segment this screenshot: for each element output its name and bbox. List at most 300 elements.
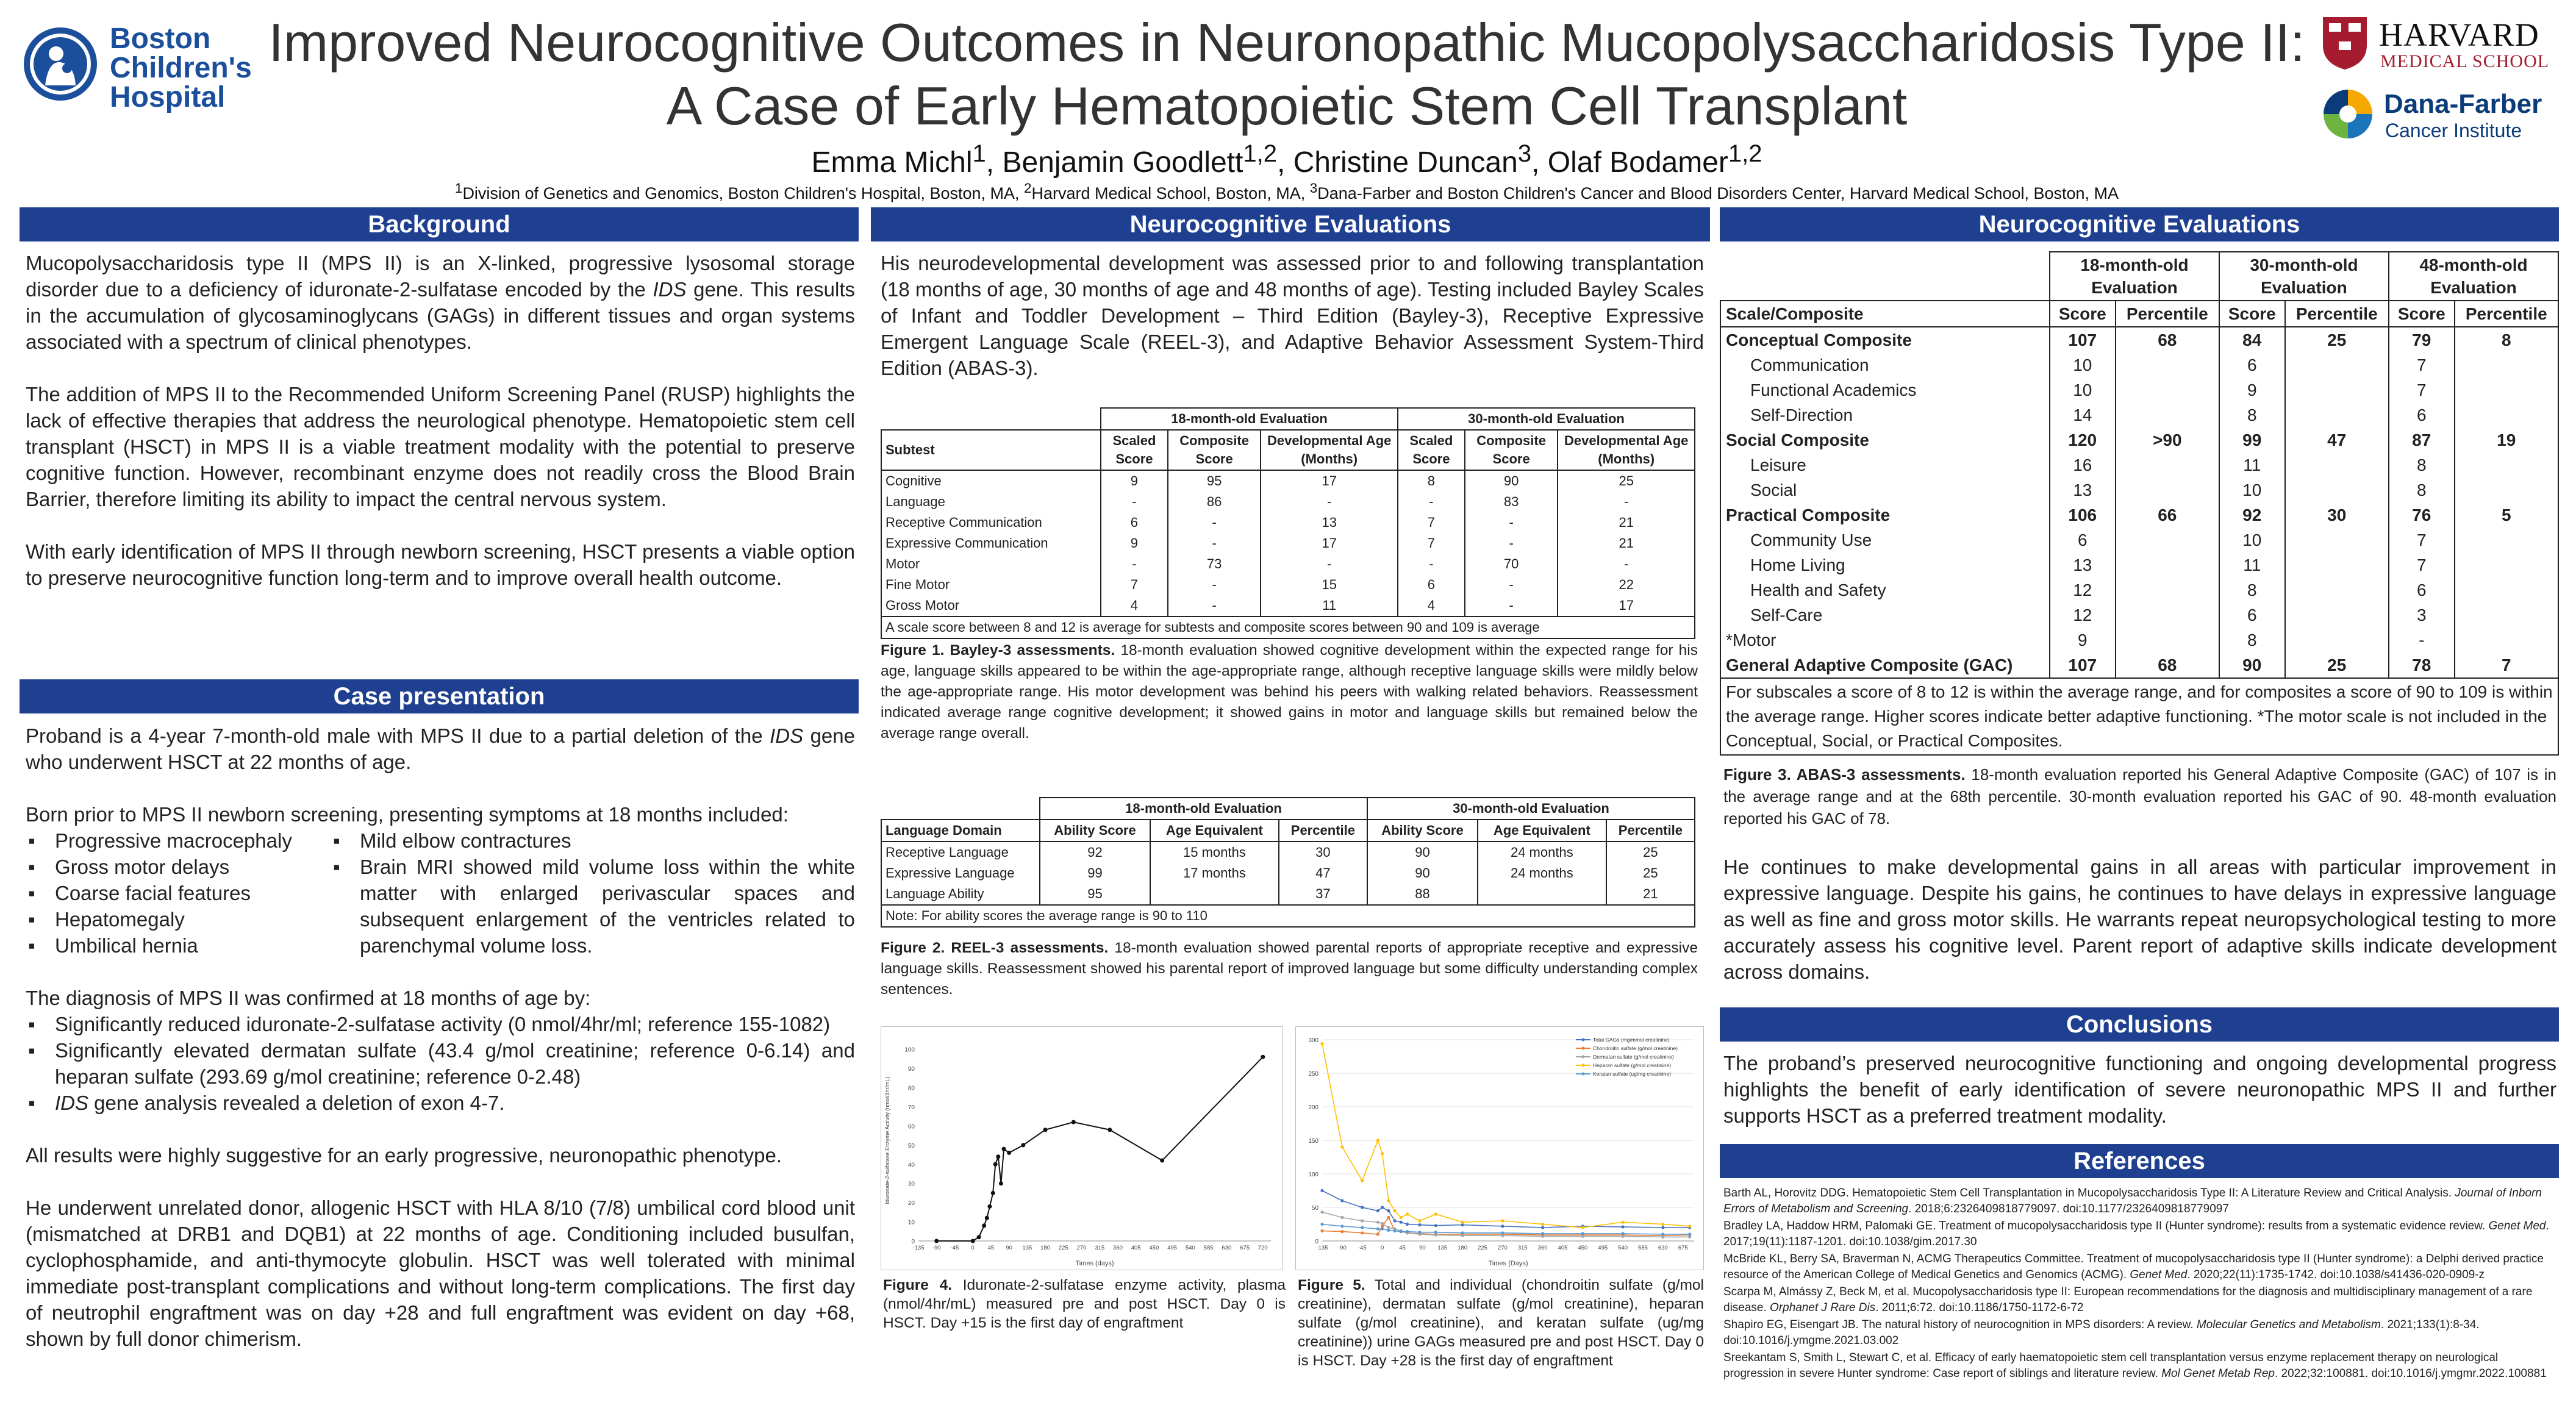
x-tick-label: 360	[1113, 1245, 1123, 1251]
data-point	[1501, 1231, 1504, 1234]
data-point	[1007, 1151, 1011, 1155]
data-point	[1320, 1042, 1323, 1045]
table-cell: 107	[2050, 652, 2116, 678]
background-p3: With early identification of MPS II through newborn screening, HSCT presents a viable option to preserve neurocognitive function long-term and to improve overall health outcome.	[26, 540, 855, 589]
table-cell: 8	[2219, 577, 2285, 602]
chart-frame	[881, 1027, 1283, 1270]
table-cell	[2455, 627, 2558, 652]
data-point	[1541, 1226, 1544, 1229]
data-point	[1361, 1206, 1364, 1209]
bch-logo-line2: Children's	[110, 52, 252, 84]
legend-label: Heparan sulfate (g/mol creatinine)	[1593, 1062, 1672, 1068]
data-point	[1376, 1232, 1379, 1235]
table-cell: 24 months	[1478, 842, 1606, 863]
data-point	[1021, 1143, 1025, 1147]
data-point	[1418, 1231, 1421, 1234]
table-cell: Practical Composite	[1720, 502, 2050, 527]
table-cell: 6	[1398, 574, 1465, 595]
table-cell	[1150, 884, 1279, 905]
bayley-group-1: 18-month-old Evaluation	[1101, 408, 1398, 430]
abas-body	[1720, 327, 2558, 678]
legend-marker	[1582, 1047, 1585, 1050]
x-tick-label: -135	[1316, 1245, 1328, 1251]
table-cell: 9	[1101, 533, 1168, 554]
list-item: ▪ IDS gene analysis revealed a deletion of exon 4-7.	[26, 1090, 855, 1116]
bayley-note: A scale score between 8 and 12 is average for subtests and composite scores between 90 and 109 is average	[881, 617, 1695, 638]
table-row	[881, 595, 1695, 617]
table-row	[1720, 652, 2558, 678]
table-cell	[2285, 477, 2389, 502]
abas-col-header: Scale/Composite	[1720, 301, 2050, 327]
table-cell: Cognitive	[881, 470, 1101, 492]
x-tick-label: 270	[1076, 1245, 1087, 1251]
table-cell: Conceptual Composite	[1720, 327, 2050, 352]
table-cell: 12	[2050, 602, 2116, 627]
table-cell: 68	[2116, 652, 2219, 678]
data-point	[1340, 1216, 1343, 1219]
x-tick-label: 225	[1478, 1245, 1487, 1251]
symptom-list-right	[331, 828, 855, 959]
data-point	[1261, 1055, 1265, 1059]
table-cell: 90	[2219, 652, 2285, 678]
data-point	[1501, 1219, 1504, 1222]
bch-logo-line1: Boston	[110, 23, 211, 55]
data-point	[1387, 1209, 1390, 1212]
conclusions-heading: Conclusions	[1720, 1007, 2559, 1042]
table-cell: 70	[1465, 554, 1558, 574]
x-tick-label: 630	[1222, 1245, 1232, 1251]
case-p2: Born prior to MPS II newborn screening, presenting symptoms at 18 months included:	[26, 803, 789, 826]
harvard-logo-sub: MEDICAL SCHOOL	[2380, 51, 2550, 71]
table-cell	[2285, 552, 2389, 577]
abas-table	[1720, 251, 2559, 756]
x-tick-label: 585	[1638, 1245, 1648, 1251]
affiliations: $^1$Division of Genetics and Genomics, Boston Children's Hospital, Boston, MA, $^2$Harvard Medical School, Boston, MA, $^3$Dana-Farber and Boston Children's Cancer and Blood Disorders Center, Harvard Medical School, Boston, MA	[454, 181, 2119, 202]
y-tick-label: 70	[907, 1104, 915, 1111]
table-cell: 8	[2389, 452, 2455, 477]
table-cell: 13	[1261, 512, 1398, 533]
table-cell: 15	[1261, 574, 1398, 595]
table-cell: Self-Care	[1720, 602, 2050, 627]
y-tick-label: 10	[907, 1219, 915, 1226]
x-tick-label: 225	[1058, 1245, 1068, 1251]
table-cell: Community Use	[1720, 527, 2050, 552]
bch-logo	[18, 18, 274, 122]
data-point	[1622, 1221, 1625, 1224]
table-cell: 17	[1558, 595, 1695, 617]
dfci-logo-name: Dana-Farber	[2384, 89, 2542, 119]
abas-col-header: Percentile	[2116, 301, 2219, 327]
data-point	[1501, 1224, 1504, 1228]
table-cell: 79	[2389, 327, 2455, 352]
data-point	[1387, 1199, 1390, 1202]
table-cell: 16	[2050, 452, 2116, 477]
data-point	[1400, 1216, 1403, 1219]
abas-col-header: Score	[2219, 301, 2285, 327]
table-cell: -	[1101, 492, 1168, 512]
legend-label: Chondroitin sulfate (g/mol creatinine)	[1593, 1045, 1678, 1051]
table-row	[1720, 327, 2558, 352]
table-cell: 8	[1398, 470, 1465, 492]
table-cell: -	[1101, 554, 1168, 574]
table-cell: 17 months	[1150, 863, 1279, 884]
table-cell: -	[1168, 533, 1261, 554]
y-tick-label: 20	[907, 1200, 915, 1207]
abas-col-header: Score	[2389, 301, 2455, 327]
x-tick-label: 45	[1399, 1245, 1406, 1251]
x-tick-label: 720	[1258, 1245, 1268, 1251]
table-cell	[2285, 452, 2389, 477]
table-cell: 8	[2455, 327, 2558, 352]
data-point	[1340, 1224, 1343, 1228]
bayley-table-wrap	[881, 407, 1695, 639]
reference-item: Bradley LA, Haddow HRM, Palomaki GE. Treatment of mucopolysaccharidosis type II (Hunter syndrome): results from a systematic evidence review. Genet Med. 2017;19(11):1187-1201. doi:10.1038/gim.2017.30	[1723, 1220, 2549, 1248]
x-tick-label: -90	[1338, 1245, 1347, 1251]
table-cell: -	[1398, 554, 1465, 574]
table-cell: 25	[2285, 327, 2389, 352]
y-tick-label: 50	[1311, 1205, 1318, 1212]
table-cell: 25	[2285, 652, 2389, 678]
table-cell: Leisure	[1720, 452, 2050, 477]
data-point	[1340, 1230, 1343, 1233]
y-tick-label: 30	[907, 1181, 915, 1188]
author-2: Benjamin Goodlett$^{1,2}$	[1002, 140, 1277, 179]
table-cell: 10	[2050, 377, 2116, 402]
data-point	[1320, 1210, 1323, 1214]
symptom-list-left	[26, 828, 318, 959]
table-cell: 90	[1465, 470, 1558, 492]
reel-body	[881, 842, 1695, 905]
table-cell: -	[1558, 492, 1695, 512]
table-cell: Social Composite	[1720, 427, 2050, 452]
table-cell: 6	[2219, 602, 2285, 627]
abas-note: For subscales a score of 8 to 12 is within the average range, and for composites a score of 90 to 109 is within the average range. Higher scores indicate better adaptive functioning. *The motor scale is not included in the Conceptual, Social, or Practical Composites.	[1720, 678, 2558, 755]
bayley-col-header: Composite Score	[1465, 430, 1558, 470]
table-cell	[2455, 477, 2558, 502]
legend-label: Keratan sulfate (ug/mg creatinine)	[1593, 1071, 1672, 1077]
symptom-lists	[26, 828, 855, 959]
data-point	[1541, 1223, 1544, 1226]
data-point	[1376, 1209, 1379, 1212]
table-cell: >90	[2116, 427, 2219, 452]
table-cell: -	[1465, 595, 1558, 617]
legend-marker	[1582, 1064, 1585, 1067]
data-point	[1381, 1206, 1384, 1209]
harvard-logo-name: HARVARD	[2379, 16, 2539, 53]
table-cell	[2455, 602, 2558, 627]
harvard-shield-icon	[2320, 15, 2369, 71]
x-tick-label: 0	[971, 1245, 975, 1251]
reel-col-header: Percentile	[1606, 820, 1695, 842]
table-row	[1720, 577, 2558, 602]
bayley-col-header: Composite Score	[1168, 430, 1261, 470]
table-cell: 10	[2050, 352, 2116, 377]
table-cell: -	[2389, 627, 2455, 652]
bayley-col-header: Developmental Age (Months)	[1558, 430, 1695, 470]
data-point	[1622, 1232, 1625, 1235]
data-point	[1387, 1229, 1390, 1232]
table-cell	[1478, 884, 1606, 905]
data-point	[993, 1162, 998, 1167]
x-tick-label: 540	[1185, 1245, 1195, 1251]
y-tick-label: 90	[907, 1066, 915, 1073]
data-point	[1581, 1226, 1584, 1229]
data-point	[987, 1204, 992, 1209]
table-cell: 11	[1261, 595, 1398, 617]
abas-col-header: Percentile	[2455, 301, 2558, 327]
data-point	[1418, 1219, 1421, 1222]
table-row	[881, 863, 1695, 884]
data-point	[1361, 1226, 1364, 1229]
table-row	[881, 884, 1695, 905]
data-point	[1406, 1212, 1409, 1215]
reference-item: Scarpa M, Almássy Z, Beck M, et al. Mucopolysaccharidosis type II: European recommendations for the diagnosis and multidisciplinary management of a rare disease. Orphanet J Rare Dis. 2011;6:72. doi:10.1186/1750-1172-6-72	[1723, 1285, 2533, 1314]
table-cell	[2285, 627, 2389, 652]
table-cell	[2116, 452, 2219, 477]
data-point	[1541, 1232, 1544, 1235]
x-tick-label: 0	[1380, 1245, 1384, 1251]
x-tick-label: 135	[1437, 1245, 1448, 1251]
table-cell: 21	[1606, 884, 1695, 905]
table-row	[1720, 377, 2558, 402]
table-cell	[2285, 602, 2389, 627]
figure-1-caption: Figure 1. Bayley-3 assessments. 18-month evaluation showed cognitive development within the expected range for his age, language skills appeared to be within the age-appropriate range, although receptive language skills were mildly below the age-appropriate range. His motor development was behind his peers with walking related behaviors. Reassessment indicated average range cognitive development; it showed gains in motor and language skills but remained below the average range overall.	[881, 642, 1698, 742]
table-cell: Receptive Communication	[881, 512, 1101, 533]
table-cell	[2116, 577, 2219, 602]
table-cell: 76	[2389, 502, 2455, 527]
data-point	[1434, 1212, 1437, 1215]
data-point	[1376, 1228, 1379, 1231]
table-cell	[2455, 552, 2558, 577]
data-point	[1381, 1228, 1384, 1231]
table-row	[881, 470, 1695, 492]
table-row	[881, 574, 1695, 595]
table-cell: 17	[1261, 533, 1398, 554]
table-cell: 8	[2219, 627, 2285, 652]
table-cell: 99	[2219, 427, 2285, 452]
x-axis-label: Times (days)	[1075, 1260, 1114, 1267]
table-cell: 19	[2455, 427, 2558, 452]
table-cell: 107	[2050, 327, 2116, 352]
legend-label: Dermatan sulfate (g/mol creatinine)	[1593, 1054, 1674, 1060]
data-point	[971, 1239, 975, 1243]
neuro-heading-1: Neurocognitive Evaluations	[871, 207, 1710, 241]
x-tick-label: 540	[1618, 1245, 1628, 1251]
table-row	[1720, 502, 2558, 527]
data-point	[1622, 1225, 1625, 1228]
table-cell: 37	[1279, 884, 1367, 905]
data-point	[1400, 1230, 1403, 1233]
table-cell	[2455, 377, 2558, 402]
references-list	[1723, 1185, 2556, 1383]
table-cell: 7	[2389, 527, 2455, 552]
table-cell: *Motor	[1720, 627, 2050, 652]
data-point	[1361, 1219, 1364, 1222]
table-cell: 7	[1398, 533, 1465, 554]
list-item: ▪ Progressive macrocephaly	[26, 828, 318, 854]
table-cell: 11	[2219, 452, 2285, 477]
reel-group-1: 18-month-old Evaluation	[1040, 798, 1367, 820]
data-point	[1661, 1232, 1664, 1235]
table-cell	[2285, 352, 2389, 377]
table-cell: 95	[1168, 470, 1261, 492]
reel-table-wrap	[881, 797, 1695, 928]
legend-label: Total GAGs (mg/mmol creatinine)	[1593, 1037, 1670, 1043]
bayley-body	[881, 470, 1695, 617]
table-cell: 21	[1558, 512, 1695, 533]
table-cell: 6	[2389, 577, 2455, 602]
table-cell: 99	[1040, 863, 1150, 884]
list-item: ▪ Significantly reduced iduronate-2-sulfatase activity (0 nmol/4hr/ml; reference 155-1082)	[26, 1011, 855, 1037]
legend-marker	[1582, 1056, 1585, 1059]
table-row	[881, 842, 1695, 863]
case-section	[26, 723, 855, 1352]
data-point	[1107, 1128, 1112, 1132]
x-tick-label: 360	[1537, 1245, 1548, 1251]
reference-item: McBride KL, Berry SA, Braverman N, ACMG Therapeutics Committee. Treatment of mucopolysaccharidosis type II (Hunter syndrome): a Delphi derived practice resource of the American College of Medical Genetics and Genomics (ACMG). Genet Med. 2020;22(11):1735-1742. doi:10.1038/s41436-020-0909-z	[1723, 1253, 2544, 1281]
x-tick-label: 45	[987, 1245, 995, 1251]
table-cell: -	[1261, 492, 1398, 512]
authors: Emma Michl$^1$, Benjamin Goodlett$^{1,2}$, Christine Duncan$^3$, Olaf Bodamer$^{1,2}$	[811, 140, 1762, 179]
figure-2-caption: Figure 2. REEL-3 assessments. 18-month evaluation showed parental reports of appropriate receptive and expressive language skills. Reassessment showed his parental report of improved language but some difficulty understanding complex sentences.	[881, 940, 1698, 998]
x-tick-label: 90	[1419, 1245, 1426, 1251]
data-point	[1320, 1229, 1323, 1232]
table-cell	[2455, 452, 2558, 477]
table-cell: 30	[2285, 502, 2389, 527]
dfci-logo	[2320, 85, 2564, 146]
x-tick-label: 405	[1558, 1245, 1568, 1251]
data-point	[1160, 1159, 1164, 1163]
table-cell: 90	[1367, 842, 1478, 863]
background-section	[26, 250, 855, 591]
data-point	[996, 1154, 1000, 1159]
table-row	[881, 512, 1695, 533]
data-point	[1434, 1224, 1437, 1227]
y-tick-label: 0	[911, 1239, 915, 1245]
table-cell: 7	[1398, 512, 1465, 533]
table-cell	[2455, 527, 2558, 552]
data-point	[977, 1235, 981, 1239]
bayley-table	[881, 407, 1695, 639]
table-cell: 25	[1558, 470, 1695, 492]
table-cell	[2116, 477, 2219, 502]
poster-title	[268, 11, 2305, 138]
data-point	[982, 1223, 986, 1228]
data-point	[1381, 1152, 1384, 1155]
x-tick-label: -45	[950, 1245, 959, 1251]
list-item: ▪ Hepatomegaly	[26, 906, 318, 932]
reel-col-header: Language Domain	[881, 820, 1040, 842]
bayley-col-header: Scaled Score	[1101, 430, 1168, 470]
table-cell	[2116, 352, 2219, 377]
table-cell: 78	[2389, 652, 2455, 678]
data-point	[1661, 1226, 1664, 1229]
abas-col-header: Score	[2050, 301, 2116, 327]
table-cell: -	[1398, 492, 1465, 512]
y-tick-label: 250	[1308, 1071, 1318, 1078]
table-cell: 24 months	[1478, 863, 1606, 884]
table-cell: 83	[1465, 492, 1558, 512]
dfci-logo-sub: Cancer Institute	[2385, 120, 2522, 141]
x-tick-label: 180	[1040, 1245, 1051, 1251]
list-item: ▪ Brain MRI showed mild volume loss within the white matter with enlarged perivascular spaces and subsequent enlargement of the ventricles related to parenchymal volume loss.	[331, 854, 855, 959]
background-p2: The addition of MPS II to the Recommended Uniform Screening Panel (RUSP) highlights the lack of effective therapies that address the neurological phenotype. Hematopoietic stem cell transplant (HSCT) in MPS II is a viable treatment modality with the potential to preserve cognitive function. However, recombinant enzyme does not readily cross the Blood Brain Barrier, therefore limiting its ability to impact the central nervous system.	[26, 383, 855, 510]
table-row	[1720, 527, 2558, 552]
table-cell: 7	[2389, 377, 2455, 402]
x-tick-label: 90	[1006, 1245, 1012, 1251]
abas-col-header: Percentile	[2285, 301, 2389, 327]
data-point	[1688, 1232, 1691, 1235]
x-tick-label: -90	[932, 1245, 941, 1251]
data-point	[1002, 1147, 1006, 1151]
x-axis-label: Times (Days)	[1488, 1260, 1528, 1267]
table-cell	[2116, 552, 2219, 577]
table-cell: 14	[2050, 402, 2116, 427]
table-cell	[2116, 527, 2219, 552]
figure-3-caption: Figure 3. ABAS-3 assessments. 18-month evaluation reported his General Adaptive Composite (GAC) of 107 is in the average range and at the 68th percentile. 30-month evaluation reported his GAC of 90. 48-month evaluation reported his GAC of 78.	[1723, 765, 2556, 828]
x-tick-label: -45	[1358, 1245, 1367, 1251]
table-row	[1720, 602, 2558, 627]
table-cell: 3	[2389, 602, 2455, 627]
data-point	[1461, 1231, 1464, 1234]
author-3: Christine Duncan$^3$	[1293, 140, 1532, 179]
table-cell: 9	[2050, 627, 2116, 652]
x-tick-label: 315	[1517, 1245, 1528, 1251]
table-cell: Health and Safety	[1720, 577, 2050, 602]
table-cell: -	[1558, 554, 1695, 574]
reel-note: Note: For ability scores the average range is 90 to 110	[881, 905, 1695, 927]
x-tick-label: 180	[1458, 1245, 1468, 1251]
x-tick-label: 450	[1578, 1245, 1588, 1251]
table-cell: 8	[2219, 402, 2285, 427]
background-p1: Mucopolysaccharidosis type II (MPS II) is an X-linked, progressive lysosomal storage disorder due to a deficiency of iduronate-2-sulfatase encoded by the IDS gene. This results in the accumulation of glycosaminoglycans (GAGs) in different tissues and organ systems associated with a spectrum of clinical phenotypes.	[26, 252, 855, 353]
y-tick-label: 200	[1308, 1104, 1318, 1111]
x-tick-label: 630	[1658, 1245, 1668, 1251]
case-heading: Case presentation	[20, 679, 859, 713]
table-cell	[2116, 377, 2219, 402]
legend-marker	[1582, 1073, 1585, 1076]
table-cell: 106	[2050, 502, 2116, 527]
x-tick-label: 135	[1022, 1245, 1032, 1251]
table-cell	[2455, 402, 2558, 427]
data-point	[991, 1191, 995, 1195]
data-point	[1320, 1223, 1323, 1226]
table-row	[881, 554, 1695, 574]
table-cell: -	[1168, 595, 1261, 617]
table-cell	[2455, 577, 2558, 602]
dfci-mark-icon	[2320, 87, 2375, 141]
neuro-summary: He continues to make developmental gains in all areas with particular improvement in expressive language. Despite his gains, he continues to have delays in expressive language as well as fine and gross motor skills. He warrants repeat neuropsychological testing to more accurately assess his cognitive level. Parent report of adaptive skills indicate development across domains.	[1723, 856, 2556, 983]
x-tick-label: -135	[912, 1245, 925, 1251]
reel-col-header: Percentile	[1279, 820, 1367, 842]
table-cell: 120	[2050, 427, 2116, 452]
y-tick-label: 40	[907, 1162, 915, 1169]
x-tick-label: 495	[1167, 1245, 1178, 1251]
data-point	[1072, 1120, 1076, 1124]
figure-4-caption: Figure 4. Iduronate-2-sulfatase enzyme activity, plasma (nmol/4hr/mL) measured pre and post HSCT. Day 0 is HSCT. Day +15 is the first day of engraftment	[883, 1277, 1286, 1331]
table-cell: 7	[2389, 352, 2455, 377]
table-row	[881, 492, 1695, 512]
data-point	[1381, 1222, 1384, 1225]
neuro-heading-2: Neurocognitive Evaluations	[1720, 207, 2559, 241]
abas-group-3: 48-month-old Evaluation	[2389, 252, 2558, 301]
reference-item: Barth AL, Horovitz DDG. Hematopoietic Stem Cell Transplantation in Mucopolysaccharidosis Type II: A Literature Review and Critical Analysis. Journal of Inborn Errors of Metabolism and Screening. 2018;6:2326409818779097. doi:10.1177/2326409818779097	[1723, 1187, 2542, 1215]
case-p4: All results were highly suggestive for an early progressive, neuronopathic phenotype.	[26, 1144, 782, 1167]
reel-col-header: Ability Score	[1040, 820, 1150, 842]
table-cell: Expressive Communication	[881, 533, 1101, 554]
table-cell: 6	[2050, 527, 2116, 552]
reel-col-header: Age Equivalent	[1150, 820, 1279, 842]
